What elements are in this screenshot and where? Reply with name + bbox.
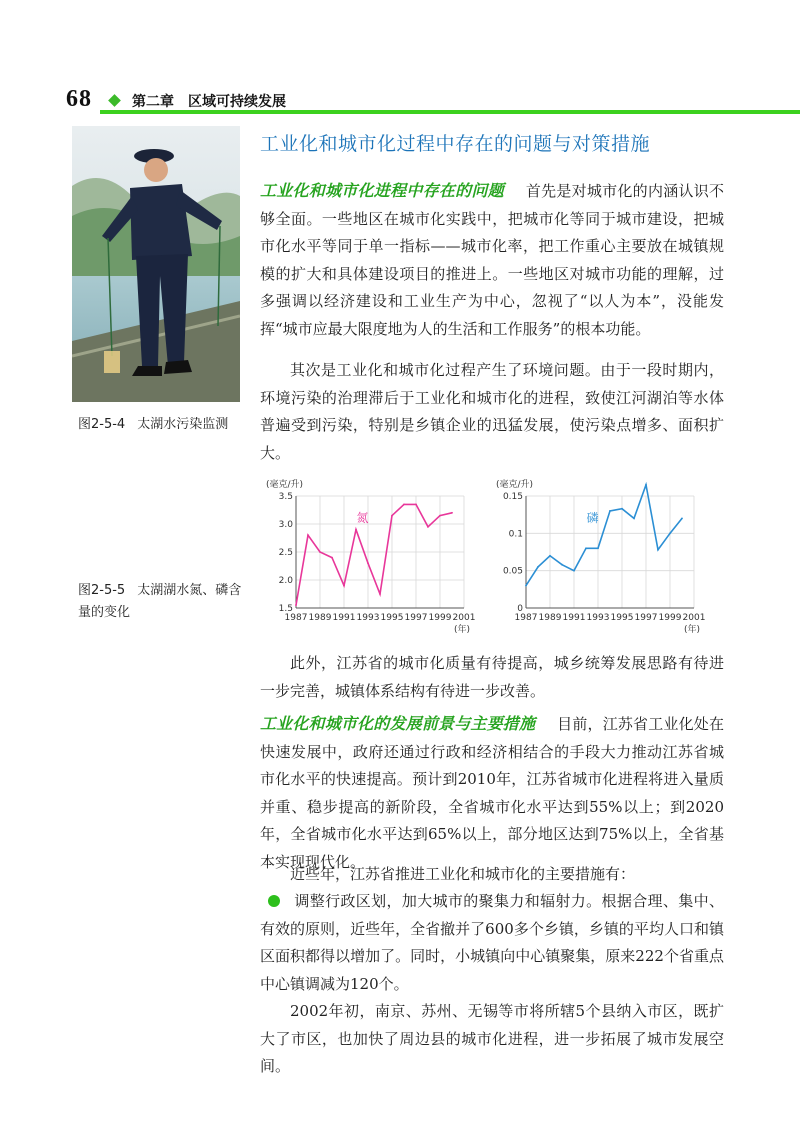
measures-p3-text: 调整行政区划，加大城市的聚集力和辐射力。根据合理、集中、有效的原则，近些年，全省撤并了600多个乡镇，乡镇的平均人口和镇区面积都得以增加了。同时，小城镇向中心镇聚集，原来222个省重点中心镇调减为120个。 (260, 892, 724, 993)
data-point (585, 547, 587, 549)
x-axis-label: (年) (454, 625, 471, 635)
chapter-title: 第二章 区域可持续发展 (132, 94, 286, 110)
problems-subtitle: 工业化和城市化进程中存在的问题 (260, 181, 504, 200)
y-tick-label: 1.5 (278, 604, 293, 614)
data-point (549, 555, 551, 557)
chart-caption (78, 580, 243, 624)
series-line (296, 504, 452, 605)
data-point (439, 515, 441, 517)
problems-paragraph-3: 此外，江苏省的城市化质量有待提高，城乡统筹发展思路有待进一步完善，城镇体系结构有待进一步改善。 (260, 654, 724, 700)
data-point (427, 526, 429, 528)
y-tick-label: 3.0 (278, 520, 293, 530)
section-title: 工业化和城市化过程中存在的问题与对策措施 (260, 133, 651, 155)
data-point (379, 593, 381, 595)
y-tick-label: 0.15 (502, 492, 523, 502)
y-tick-label: 0 (517, 604, 523, 614)
photo-caption-number: 图2-5-4 (78, 417, 126, 432)
phosphorus-chart (492, 476, 722, 636)
photo-caption (78, 414, 243, 436)
data-point (597, 547, 599, 549)
data-point (681, 518, 683, 520)
data-point (669, 532, 671, 534)
data-point (331, 557, 333, 559)
x-tick-label: 1993 (356, 613, 380, 623)
x-tick-label: 1987 (514, 613, 538, 623)
photo-water-monitoring (72, 126, 240, 402)
data-point (415, 504, 417, 506)
y-tick-label: 2.5 (278, 548, 293, 558)
x-tick-label: 1987 (284, 613, 308, 623)
data-point (609, 510, 611, 512)
x-tick-label: 1993 (586, 613, 610, 623)
measures-paragraph-2: 近些年，江苏省推进工业化和城市化的主要措施有： (290, 865, 636, 883)
x-tick-label: 1989 (308, 613, 332, 623)
data-point (645, 484, 647, 486)
data-point (573, 570, 575, 572)
data-point (391, 515, 393, 517)
data-point (355, 529, 357, 531)
problems-p1-text: 首先是对城市化的内涵认识不够全面。一些地区在城市化实践中，把城市化等同于城市建设，把城市化水平等同于单一指标——城市化率，把工作重心主要放在城镇规模的扩大和具体建设项目的推进上。一些地区对城市功能的理解，过多强调以经济建设和工业生产为中心，忽视了“以人为本”，没能发挥“城市应最大限度地为人的生活和工作服务”的根本功能。 (260, 182, 724, 338)
data-point (657, 549, 659, 551)
data-point (343, 585, 345, 587)
data-point (295, 604, 297, 606)
y-tick-label: 0.05 (502, 566, 523, 577)
data-point (307, 534, 309, 536)
x-tick-label: 1995 (610, 613, 634, 623)
diamond-icon (108, 94, 121, 107)
data-point (561, 564, 563, 566)
x-tick-label: 1997 (634, 613, 658, 623)
chart-caption-number: 图2-5-5 (78, 583, 126, 598)
measures-p1-text: 目前，江苏省工业化处在快速发展中，政府还通过行政和经济相结合的手段大力推动江苏省城市化水平的快速提高。预计到2010年，江苏省城市化进程将进入量质并重、稳步提高的新阶段，全省城市化水平达到55%以上；到2020年，全省城市化水平达到65%以上，部分地区达到75%以上，全省基本实现现代化。 (260, 715, 724, 871)
header-rule (100, 110, 800, 114)
page-number: 68 (66, 86, 92, 112)
y-axis-label: (毫克/升) (496, 480, 534, 490)
data-point (367, 562, 369, 564)
series-label: 氮 (356, 511, 369, 525)
x-tick-label: 1997 (404, 613, 428, 623)
y-tick-label: 2.0 (278, 576, 293, 586)
nitrogen-chart (262, 476, 492, 636)
x-tick-label: 2001 (682, 613, 706, 623)
bullet-dot-icon (268, 895, 280, 907)
problems-paragraph-2: 其次是工业化和城市化过程产生了环境问题。由于一段时期内，环境污染的治理滞后于工业化和城市化的进程，致使江河湖泊等水体普遍受到污染，特别是乡镇企业的迅猛发展，使污染点增多、面积扩大。 (260, 361, 724, 462)
x-tick-label: 1999 (658, 613, 682, 623)
x-tick-label: 1991 (562, 613, 586, 623)
data-point (525, 585, 527, 587)
y-tick-label: 0.1 (508, 529, 523, 540)
problems-paragraph-1 (260, 177, 724, 344)
measures-subtitle: 工业化和城市化的发展前景与主要措施 (260, 714, 536, 733)
x-tick-label: 1995 (380, 613, 404, 623)
measures-paragraph-4: 2002年初，南京、苏州、无锡等市将所辖5个县纳入市区，既扩大了市区，也加快了周边县的城市化进程，进一步拓展了城市发展空间。 (260, 1002, 724, 1076)
data-point (621, 508, 623, 510)
data-point (451, 512, 453, 514)
x-tick-label: 1989 (538, 613, 562, 623)
photo-illustration (72, 126, 240, 402)
series-label: 磷 (586, 511, 599, 525)
data-point (319, 551, 321, 553)
data-point (633, 518, 635, 520)
y-axis-label: (毫克/升) (266, 480, 304, 490)
measures-paragraph-3 (260, 888, 724, 998)
data-point (403, 504, 405, 506)
photo-caption-text: 太湖水污染监测 (137, 417, 229, 432)
x-tick-label: 1999 (428, 613, 452, 623)
measures-paragraph-1 (260, 710, 724, 877)
data-point (537, 566, 539, 568)
x-tick-label: 1991 (332, 613, 356, 623)
x-tick-label: 2001 (452, 613, 476, 623)
chart-caption-text: 太湖湖水氮、磷含量的变化 (78, 583, 242, 620)
x-axis-label: (年) (684, 625, 701, 635)
y-tick-label: 3.5 (278, 492, 293, 502)
